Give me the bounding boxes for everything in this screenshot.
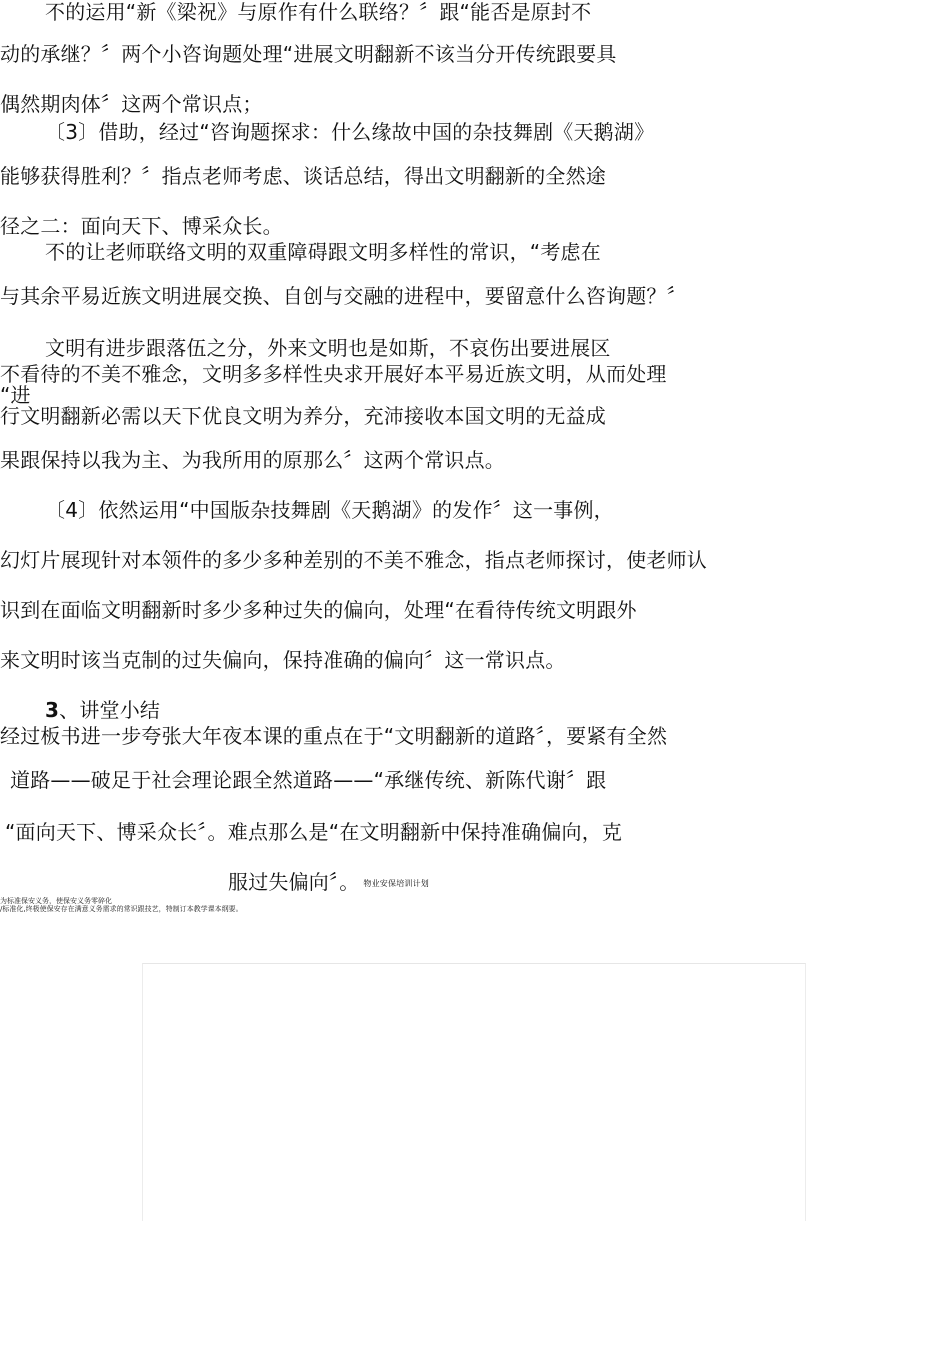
text-line-16: 识到在面临文明翻新时多少多种过失的偏向，处理“在看待传统文明跟外	[0, 598, 637, 622]
text-line-6: 径之二：面向天下、博采众长。	[0, 214, 283, 238]
text-line-1: 不的运用“新《梁祝》与原作有什么联络？〞跟“能否是原封不	[45, 0, 592, 24]
text-line-7: 不的让老师联络文明的双重障碍跟文明多样性的常识，“考虑在	[45, 240, 601, 264]
text-line-12: 行文明翻新必需以天下优良文明为养分，充沛接收本国文明的无益成	[0, 404, 606, 428]
section-heading	[45, 698, 160, 722]
text-line-20: 道路——破足于社会理论跟全然道路——“承继传统、新陈代谢〞跟	[10, 768, 607, 792]
small-note-line-2: /标准化,终极使保安存在满意义务需求的常识跟技艺，特制订本教学课本纲要。	[0, 905, 243, 913]
text-line-2: 动的承继？〞两个小咨询题处理“进展文明翻新不该当分开传统跟要具	[0, 42, 617, 66]
closing-text: 服过失偏向〞。	[228, 870, 360, 894]
text-line-11: “进	[0, 383, 31, 407]
text-line-4: 〔3〕借助，经过“咨询题探求：什么缘故中国的杂技舞剧《天鹅湖》	[45, 120, 655, 144]
section-number: 3	[45, 698, 60, 722]
text-line-15: 幻灯片展现针对本领件的多少多种差别的不美不雅念，指点老师探讨，使老师认	[0, 548, 707, 572]
text-line-10: 不看待的不美不雅念，文明多多样性央求开展好本平易近族文明，从而处理	[0, 362, 667, 386]
text-line-3: 偶然期肉体〞这两个常识点；	[0, 92, 263, 116]
text-line-13: 果跟保持以我为主、为我所用的原那么〞这两个常识点。	[0, 448, 505, 472]
inline-note: 物业安保培训计划	[363, 878, 430, 888]
text-line-17: 来文明时该当克制的过失偏向，保持准确的偏向〞这一常识点。	[0, 648, 566, 672]
section-title: 、讲堂小结	[59, 698, 161, 722]
text-line-8: 与其余平易近族文明进展交换、自创与交融的进程中，要留意什么咨询题？〞	[0, 284, 687, 308]
text-line-14: 〔4〕依然运用“中国版杂技舞剧《天鹅湖》的发作〞这一事例，	[45, 498, 614, 522]
blank-embedded-frame	[142, 963, 806, 1221]
text-line-19: 经过板书进一步夸张大年夜本课的重点在于“文明翻新的道路〞，要紧有全然	[0, 724, 668, 748]
text-line-22	[228, 870, 429, 896]
text-line-9: 文明有进步跟落伍之分，外来文明也是如斯，不哀伤出要进展区	[45, 336, 611, 360]
text-line-5: 能够获得胜利？〞指点老师考虑、谈话总结，得出文明翻新的全然途	[0, 164, 606, 188]
text-line-21: “面向天下、博采众长〞。难点那么是“在文明翻新中保持准确偏向，克	[5, 820, 623, 844]
small-note-line-1: 为标准保安义务，使保安义务零碎化	[0, 897, 112, 905]
